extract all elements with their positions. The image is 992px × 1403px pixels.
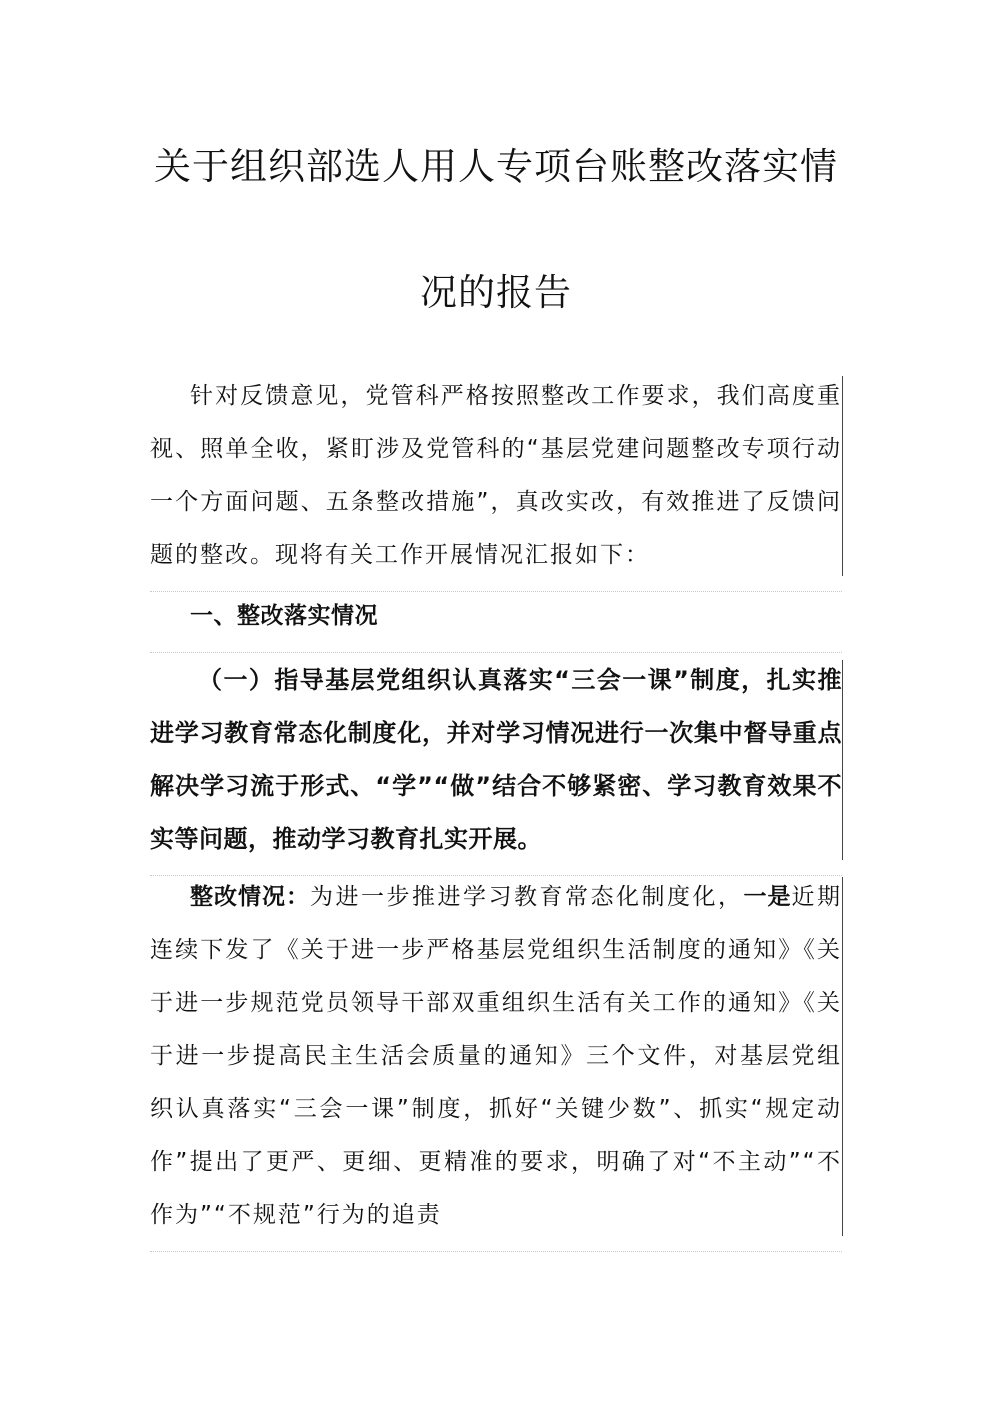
document-title-line-2: 况的报告 (420, 271, 572, 314)
intro-block (150, 370, 842, 582)
section-heading-block (150, 590, 842, 643)
rectification-block (150, 871, 842, 1242)
item-heading-block (150, 654, 842, 866)
section-heading: 一、整改落实情况 (190, 603, 378, 629)
item-heading: （一）指导基层党组织认真落实“三会一课”制度，扎实推进学习教育常态化制度化，并对学习情况进行一次集中督导重点解决学习流于形式、“学”“做”结合不够紧密、学习教育效果不实等问题，推动学习教育扎实开展。 (150, 666, 842, 853)
rectification-text-a: 为进一步推进学习教育常态化制度化， (310, 884, 744, 910)
document-title-line-1: 关于组织部选人用人专项台账整改落实情 (154, 145, 838, 188)
rectification-text-b: 近期连续下发了《关于进一步严格基层党组织生活制度的通知》《关于进一步规范党员领导干部双重组织生活有关工作的通知》《关于进一步提高民主生活会质量的通知》三个文件，对基层党组织认真落实“三会一课”制度，抓好“关键少数”、抓实“规定动作”提出了更严、更细、更精准的要求，明确了对“不主动”“不作为”“不规范”行为的追责 (150, 884, 842, 1228)
rectification-paragraph (150, 871, 842, 1242)
intro-paragraph: 针对反馈意见，党管科严格按照整改工作要求，我们高度重视、照单全收，紧盯涉及党管科的“基层党建问题整改专项行动一个方面问题、五条整改措施”，真改实改，有效推进了反馈问题的整改。现将有关工作开展情况汇报如下： (150, 383, 842, 568)
rectification-marker: 一是 (743, 884, 792, 910)
rectification-label: 整改情况： (190, 884, 310, 910)
